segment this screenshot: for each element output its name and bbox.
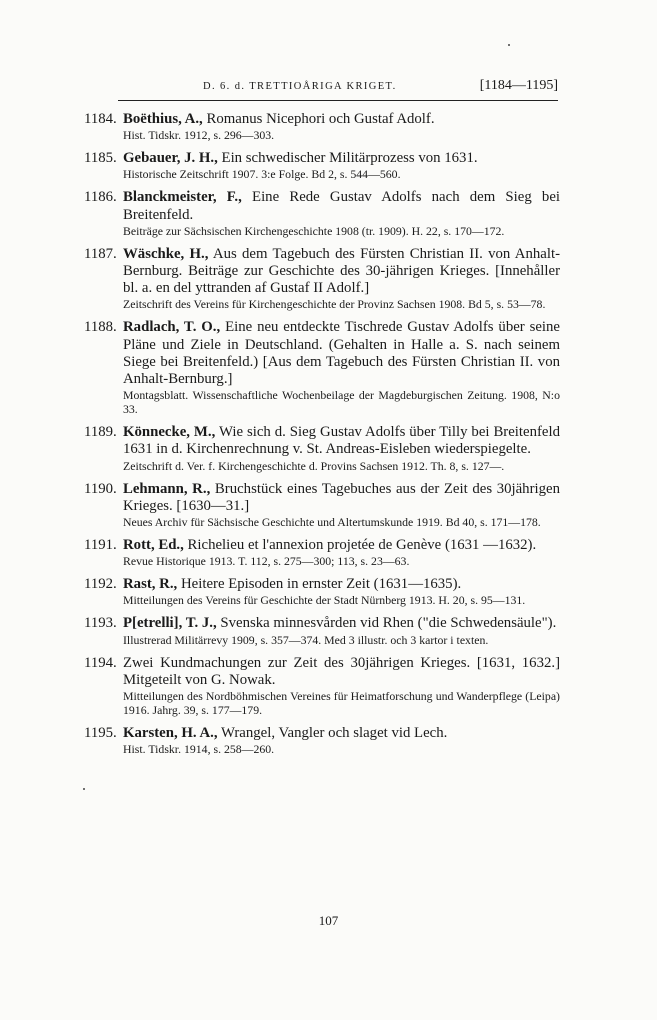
entry-title: Ein schwedischer Militärprozess von 1631. [221,150,478,167]
entry-range: [1184—1195] [479,78,558,93]
entry-author: P[etrelli], T. J., [123,615,217,632]
entry-source: Historische Zeitschrift 1907. 3:e Folge. Bd 2, s. 544—560. [123,167,401,182]
bibliography-entry [84,615,560,646]
bibliography-entry [84,150,560,181]
entry-number: 1195. [84,725,117,742]
running-header [118,78,558,100]
bibliography-entry [84,189,560,237]
entry-author: Rast, R., [123,576,178,593]
print-speck [83,788,85,790]
entry-author: Könnecke, M., [123,424,216,441]
entry-title: Svenska minnesvården vid Rhen ("die Schwedensäule"). [220,615,557,632]
entry-title: Eine neu entdeckte Tischrede Gustav Adolfs über seine Pläne und Ziele in Deutschland. (Gehalten in Halle a. S. nach seinem Siege bei Breitenfeld.) [Aus dem Tagebuch des Fürsten Christian II. von Anhalt-Bernburg.] [123,319,561,388]
entry-author: Lehmann, R., [123,480,211,497]
bibliography-list [84,111,560,764]
entry-number: 1192. [84,576,117,593]
print-speck [508,44,510,46]
entry-author: Wäschke, H., [123,245,209,262]
entry-source: Montagsblatt. Wissenschaftliche Wochenbeilage der Magdeburgischen Zeitung. 1908, N:o 33. [123,388,560,417]
entry-title: Aus dem Tagebuch des Fürsten Christian II. von Anhalt-Bernburg. Beiträge zur Geschichte des 30-jährigen Krieges. [Innehåller bl. a. en del yttranden af Gustaf II Adolf.] [123,245,560,297]
entry-source: Illustrerad Militärrevy 1909, s. 357—374. Med 3 illustr. och 3 kartor i texten. [123,632,489,647]
entry-number: 1193. [84,615,117,632]
bibliography-entry [84,111,560,142]
entry-title: Zwei Kundmachungen zur Zeit des 30jährigen Krieges. [1631, 1632.] Mitgeteilt von G. Nowak. [123,654,560,688]
entry-author: Gebauer, J. H., [123,150,218,167]
entry-title: Bruchstück eines Tagebuches aus der Zeit des 30jährigen Krieges. [1630—31.] [123,480,560,514]
bibliography-entry [84,725,560,756]
entry-number: 1188. [84,319,117,336]
entry-author: Radlach, T. O., [123,319,221,336]
running-title: D. 6. d. TRETTIOÅRIGA KRIGET. [203,81,397,92]
entry-title: Eine Rede Gustav Adolfs nach dem Sieg bei Breitenfeld. [123,189,560,223]
entry-title: Romanus Nicephori och Gustaf Adolf. [206,111,435,127]
entry-source: Neues Archiv für Sächsische Geschichte und Altertumskunde 1919. Bd 40, s. 171—178. [123,515,541,530]
page-number: 107 [318,913,339,928]
bibliography-entry [84,537,560,568]
bibliography-entry [84,424,560,472]
entry-title: Wie sich d. Sieg Gustav Adolfs über Tilly bei Breitenfeld 1631 in d. Kirchenrechnung v. St. Andreas-Eisleben wiederspiegelte. [123,424,560,458]
entry-source: Mitteilungen des Vereins für Geschichte der Stadt Nürnberg 1913. H. 20, s. 95—131. [123,593,526,608]
entry-title: Wrangel, Vangler och slaget vid Lech. [220,725,448,742]
entry-source: Hist. Tidskr. 1914, s. 258—260. [123,742,275,757]
entry-number: 1194. [84,654,117,671]
bibliography-entry [84,246,560,312]
entry-source: Zeitschrift des Vereins für Kirchengeschichte der Provinz Sachsen 1908. Bd 5, s. 53—78. [123,297,546,312]
entry-number: 1186. [84,189,117,206]
entry-number: 1185. [84,150,117,167]
entry-author: Rott, Ed., [123,537,184,554]
entry-number: 1191. [84,537,117,554]
entry-source: Beiträge zur Sächsischen Kirchengeschichte 1908 (tr. 1909). H. 22, s. 170—172. [123,223,505,238]
entry-author: Boëthius, A., [123,111,203,127]
entry-source: Hist. Tidskr. 1912, s. 296—303. [123,128,275,143]
entry-author: Karsten, H. A., [123,725,218,742]
entry-source: Revue Historique 1913. T. 112, s. 275—300; 113, s. 23—63. [123,554,410,569]
bibliography-entry [84,319,560,416]
entry-number: 1190. [84,480,117,497]
bibliography-entry [84,481,560,529]
entry-number: 1189. [84,424,117,441]
bibliography-entry [84,576,560,607]
bibliography-entry [84,655,560,717]
entry-number: 1187. [84,245,117,262]
entry-title: Richelieu et l'annexion projetée de Genève (1631 —1632). [187,537,537,554]
entry-source: Mitteilungen des Nordböhmischen Vereines für Heimatforschung und Wanderpflege (Leipa) 1916. Jahrg. 39, s. 177—179. [123,689,560,718]
entry-author: Blanckmeister, F., [123,189,242,206]
entry-source: Zeitschrift d. Ver. f. Kirchengeschichte d. Provins Sachsen 1912. Th. 8, s. 127—. [123,458,505,473]
header-rule [118,100,558,101]
entry-title: Heitere Episoden in ernster Zeit (1631—1635). [180,576,462,593]
entry-number: 1184. [84,111,117,127]
